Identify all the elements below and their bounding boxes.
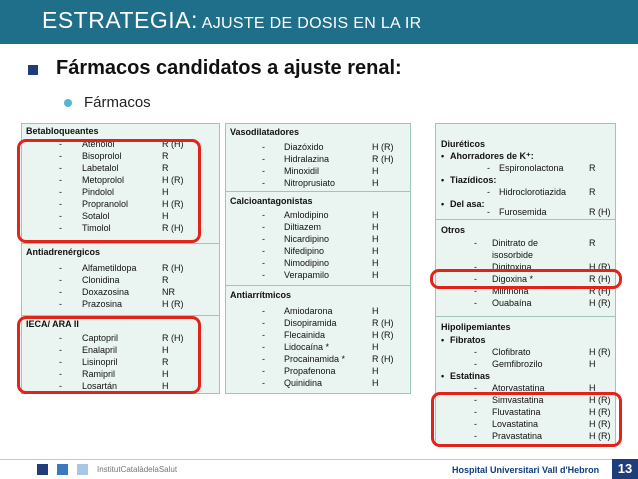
drug-name: Bisoprolol [82, 151, 122, 161]
drug-name: Losartán [82, 381, 118, 391]
footer-square-icon [37, 464, 48, 475]
group-row [436, 174, 615, 186]
drug-row [22, 344, 219, 356]
page-number: 13 [612, 459, 638, 479]
drug-adjust: H [372, 258, 379, 268]
drug-adjust: H [372, 342, 379, 352]
dash: - [59, 163, 62, 173]
drug-name: Dinitrato de [492, 238, 539, 248]
bullet: • [441, 151, 445, 161]
dash: - [474, 419, 477, 429]
drug-name: Lisinopril [82, 357, 118, 367]
drug-name: Gemfibrozilo [492, 359, 543, 369]
drug-name: Pindolol [82, 187, 115, 197]
drug-adjust: H (R) [589, 262, 611, 272]
drug-name: Digoxina * [492, 274, 534, 284]
dash: - [487, 207, 490, 217]
drug-row [22, 174, 219, 186]
dash: - [262, 142, 265, 152]
dash: - [59, 211, 62, 221]
drug-name: Clofibrato [492, 347, 531, 357]
drug-adjust: R [162, 357, 169, 367]
dash: - [59, 187, 62, 197]
drug-row [436, 418, 615, 430]
dash: - [262, 330, 265, 340]
drug-row [436, 206, 615, 218]
drug-name: Nimodipino [284, 258, 330, 268]
drug-adjust: R (H) [162, 263, 184, 273]
section-title: Diuréticos [441, 139, 486, 149]
section-calcioantagonistas [226, 191, 410, 285]
drug-adjust: H [162, 369, 169, 379]
section-title: Hipolipemiantes [441, 322, 511, 332]
drug-adjust: R [589, 187, 596, 197]
section-antiarritmicos [226, 285, 410, 393]
drug-row [436, 162, 615, 174]
dash: - [262, 378, 265, 388]
dash: - [262, 318, 265, 328]
title-sub: AJUSTE DE DOSIS EN LA IR [197, 15, 422, 32]
drug-adjust: H [372, 270, 379, 280]
drug-adjust: R (H) [162, 139, 184, 149]
drug-name: Metoprolol [82, 175, 125, 185]
panel-right [435, 123, 616, 446]
drug-adjust: H [372, 234, 379, 244]
drug-name: Ramipril [82, 369, 116, 379]
drug-name: Diltiazem [284, 222, 322, 232]
bullet: • [441, 371, 445, 381]
group-row [436, 150, 615, 162]
slide-subheading: Fármacos [84, 94, 151, 111]
drug-name: Espironolactona [499, 163, 564, 173]
dash: - [474, 238, 477, 248]
drug-adjust: H (R) [162, 175, 184, 185]
dash: - [262, 306, 265, 316]
drug-row [436, 358, 615, 370]
slide-heading: Fármacos candidatos a ajuste renal: [56, 57, 402, 79]
drug-name: Furosemida [499, 207, 547, 217]
section-betabloqueantes [22, 124, 219, 243]
drug-row [22, 380, 219, 392]
dash: - [59, 369, 62, 379]
drug-name: Diazóxido [284, 142, 324, 152]
bullet: • [441, 199, 445, 209]
dash: - [59, 299, 62, 309]
drug-row [436, 382, 615, 394]
dash: - [262, 354, 265, 364]
dash: - [262, 342, 265, 352]
drug-adjust: H (R) [162, 199, 184, 209]
drug-row [436, 394, 615, 406]
dash: - [474, 262, 477, 272]
group-label: Tiazídicos: [450, 175, 497, 185]
drug-name: Pravastatina [492, 431, 543, 441]
drug-adjust: H [162, 211, 169, 221]
section-vasodilatadores [226, 124, 410, 191]
dash: - [262, 210, 265, 220]
drug-row [436, 297, 615, 309]
dash: - [59, 223, 62, 233]
drug-adjust: H [589, 383, 596, 393]
drug-row [436, 346, 615, 358]
drug-adjust: H [162, 345, 169, 355]
drug-adjust: R (H) [589, 207, 611, 217]
drug-row [226, 233, 410, 245]
drug-name: Enalapril [82, 345, 118, 355]
drug-name: Lidocaína * [284, 342, 330, 352]
drug-adjust: H (R) [589, 298, 611, 308]
drug-row [22, 332, 219, 344]
drug-adjust: H (R) [589, 347, 611, 357]
panel-left [21, 123, 220, 394]
square-bullet-icon [28, 65, 38, 75]
group-label: Ahorradores de K⁺: [450, 151, 534, 161]
drug-row [22, 286, 219, 298]
drug-name: Ouabaína [492, 298, 532, 308]
drug-adjust: H [372, 166, 379, 176]
section-title: IECA/ ARA II [26, 319, 79, 329]
drug-row [22, 356, 219, 368]
drug-adjust: H [372, 366, 379, 376]
drug-adjust: R [589, 238, 596, 248]
drug-row [436, 273, 615, 285]
drug-name: Nifedipino [284, 246, 325, 256]
dash: - [474, 286, 477, 296]
drug-adjust: R (H) [589, 274, 611, 284]
dash: - [262, 166, 265, 176]
drug-row [226, 165, 410, 177]
section-otros [436, 219, 615, 316]
dash: - [262, 234, 265, 244]
dash: - [487, 187, 490, 197]
drug-adjust: H [372, 378, 379, 388]
drug-adjust: H [162, 187, 169, 197]
drug-name: Timolol [82, 223, 111, 233]
dash: - [262, 154, 265, 164]
hospital-name: Hospital Universitari Vall d'Hebron [452, 465, 600, 475]
drug-adjust: R (H) [372, 318, 394, 328]
dash: - [262, 222, 265, 232]
bullet: • [441, 335, 445, 345]
drug-adjust: R [162, 163, 169, 173]
drug-row [226, 353, 410, 365]
drug-name: Digitoxina [492, 262, 532, 272]
drug-adjust: R (H) [372, 354, 394, 364]
drug-row [226, 329, 410, 341]
drug-row [436, 261, 615, 273]
drug-row [436, 285, 615, 297]
panel-middle [225, 123, 411, 394]
drug-name: Disopiramida [284, 318, 337, 328]
drug-name: Atenolol [82, 139, 115, 149]
drug-adjust: H [372, 306, 379, 316]
drug-adjust: H [372, 222, 379, 232]
slide-title [42, 7, 421, 34]
section-title: Antiarrítmicos [230, 290, 292, 300]
drug-adjust: R (H) [589, 286, 611, 296]
drug-adjust: H [589, 359, 596, 369]
section-title: Antiadrenérgicos [26, 247, 101, 257]
dash: - [474, 347, 477, 357]
drug-name: isosorbide [492, 250, 534, 260]
section-title: Betabloqueantes [26, 126, 99, 136]
dash: - [59, 275, 62, 285]
drug-name: Amiodarona [284, 306, 333, 316]
drug-adjust: H [372, 210, 379, 220]
dash: - [59, 333, 62, 343]
drug-name: Propafenona [284, 366, 336, 376]
drug-name: Alfametildopa [82, 263, 137, 273]
drug-name: Atorvastatina [492, 383, 545, 393]
dash: - [262, 246, 265, 256]
drug-adjust: H (R) [589, 419, 611, 429]
drug-name: Simvastatina [492, 395, 544, 405]
drug-row [22, 150, 219, 162]
dash: - [59, 381, 62, 391]
institution-logo: InstitutCatalàdelaSalut [97, 465, 178, 474]
dash: - [262, 178, 265, 188]
section-antiadrenergicos [22, 243, 219, 315]
drug-name: Clonidina [82, 275, 120, 285]
drug-adjust: H (R) [372, 142, 394, 152]
drug-adjust: R [162, 275, 169, 285]
drug-name: Milrinona [492, 286, 529, 296]
drug-name: Lovastatina [492, 419, 539, 429]
drug-adjust: H (R) [589, 395, 611, 405]
drug-row [226, 209, 410, 221]
dash: - [262, 366, 265, 376]
drug-name: Hidralazina [284, 154, 330, 164]
drug-name: Labetalol [82, 163, 119, 173]
dash: - [59, 199, 62, 209]
dash: - [474, 395, 477, 405]
drug-row [226, 245, 410, 257]
bullet: • [441, 175, 445, 185]
section-title: Calcioantagonistas [230, 196, 313, 206]
drug-row [22, 138, 219, 150]
drug-adjust: R (H) [162, 223, 184, 233]
drug-row [226, 365, 410, 377]
dash: - [59, 263, 62, 273]
drug-name: Hidroclorotiazida [499, 187, 567, 197]
drug-row [22, 298, 219, 310]
drug-adjust: H (R) [589, 407, 611, 417]
footer-square-icon [57, 464, 68, 475]
section-diureticos [436, 124, 615, 219]
drug-row [22, 262, 219, 274]
drug-name: Minoxidil [284, 166, 320, 176]
drug-name: Fluvastatina [492, 407, 541, 417]
dash: - [474, 298, 477, 308]
drug-name: Propranolol [82, 199, 129, 209]
drug-adjust: NR [162, 287, 175, 297]
drug-adjust: H [372, 178, 379, 188]
drug-name: Nitroprusiato [284, 178, 336, 188]
drug-adjust: H (R) [372, 330, 394, 340]
drug-row [226, 153, 410, 165]
drug-row [226, 177, 410, 189]
dash: - [474, 383, 477, 393]
drug-row [226, 257, 410, 269]
drug-adjust: R [589, 163, 596, 173]
dash: - [474, 359, 477, 369]
dash: - [59, 345, 62, 355]
dash: - [59, 175, 62, 185]
drug-row [436, 249, 615, 261]
drug-row [22, 198, 219, 210]
drug-adjust: H [372, 246, 379, 256]
group-label: Del asa: [450, 199, 485, 209]
drug-row [436, 186, 615, 198]
drug-row [226, 269, 410, 281]
drug-name: Sotalol [82, 211, 110, 221]
title-bar [0, 0, 638, 44]
footer-square-icon [77, 464, 88, 475]
drug-row [436, 237, 615, 249]
drug-name: Captopril [82, 333, 119, 343]
drug-row [22, 222, 219, 234]
drug-row [22, 186, 219, 198]
drug-adjust: H (R) [589, 431, 611, 441]
drug-adjust: H [162, 381, 169, 391]
drug-row [22, 162, 219, 174]
drug-name: Quinidina [284, 378, 323, 388]
drug-name: Doxazosina [82, 287, 130, 297]
drug-adjust: R (H) [162, 333, 184, 343]
drug-name: Nicardipino [284, 234, 330, 244]
drug-row [226, 141, 410, 153]
drug-adjust: H (R) [162, 299, 184, 309]
dash: - [59, 287, 62, 297]
dash: - [59, 357, 62, 367]
section-title: Otros [441, 225, 466, 235]
dash: - [262, 270, 265, 280]
round-bullet-icon [64, 99, 72, 107]
drug-name: Flecainida [284, 330, 326, 340]
drug-adjust: R [162, 151, 169, 161]
group-row [436, 334, 615, 346]
group-label: Estatinas [450, 371, 491, 381]
group-label: Fibratos [450, 335, 486, 345]
drug-name: Amlodipino [284, 210, 329, 220]
footer-divider [0, 459, 638, 460]
drug-row [226, 377, 410, 389]
dash: - [262, 258, 265, 268]
drug-row [226, 317, 410, 329]
drug-name: Prazosina [82, 299, 123, 309]
dash: - [474, 274, 477, 284]
drug-row [436, 406, 615, 418]
dash: - [474, 431, 477, 441]
dash: - [59, 139, 62, 149]
drug-row [22, 274, 219, 286]
title-main: ESTRATEGIA: [42, 7, 198, 33]
dash: - [487, 163, 490, 173]
section-title: Vasodilatadores [230, 127, 300, 137]
drug-name: Verapamilo [284, 270, 330, 280]
section-ieca-ara [22, 315, 219, 393]
drug-row [22, 210, 219, 222]
dash: - [59, 151, 62, 161]
drug-row [226, 341, 410, 353]
dash: - [474, 407, 477, 417]
drug-name: Procainamida * [284, 354, 346, 364]
drug-row [226, 221, 410, 233]
group-row [436, 370, 615, 382]
drug-row [436, 430, 615, 442]
drug-row [226, 305, 410, 317]
drug-adjust: R (H) [372, 154, 394, 164]
drug-row [22, 368, 219, 380]
section-hipolipemiantes [436, 316, 615, 445]
